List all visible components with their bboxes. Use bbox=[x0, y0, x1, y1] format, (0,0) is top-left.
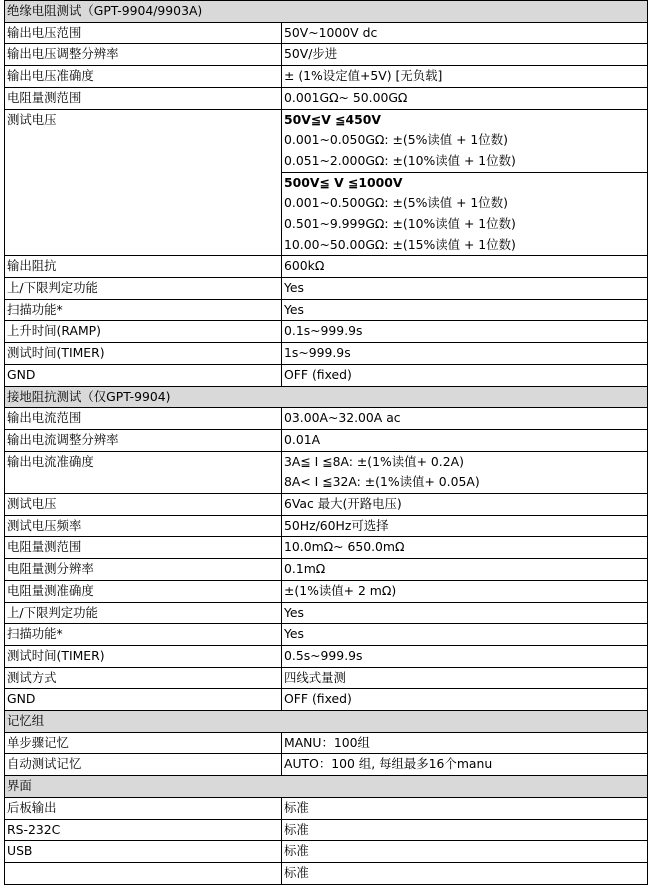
spec-value bbox=[282, 580, 648, 602]
spec-label: 输出阻抗 bbox=[5, 256, 282, 278]
spec-value-line: 600kΩ bbox=[284, 258, 325, 274]
spec-value-line: 50V/步进 bbox=[284, 46, 338, 62]
spec-label: 扫描功能* bbox=[5, 299, 282, 321]
spec-label: 测试时间(TIMER) bbox=[5, 645, 282, 667]
spec-value bbox=[282, 343, 648, 365]
section-title: 绝缘电阻测试（GPT-9904/9903A) bbox=[5, 1, 648, 23]
spec-label: 测试方式 bbox=[5, 667, 282, 689]
spec-value bbox=[282, 754, 648, 776]
section-header-row bbox=[5, 776, 648, 798]
spec-value bbox=[282, 689, 648, 711]
spec-label: 电阻量测范围 bbox=[5, 87, 282, 109]
spec-row bbox=[5, 429, 648, 451]
spec-value-line: 50Hz/60Hz可选择 bbox=[284, 517, 389, 533]
spec-value bbox=[282, 602, 648, 624]
spec-value bbox=[282, 841, 648, 863]
spec-value-line: ± (1%设定值+5V) [无负载] bbox=[284, 68, 443, 84]
spec-value-line: 10.0mΩ~ 650.0mΩ bbox=[284, 539, 405, 555]
spec-row bbox=[5, 494, 648, 516]
spec-row bbox=[5, 515, 648, 537]
spec-value-line: 0.01A bbox=[284, 431, 321, 447]
spec-label: 输出电流调整分辨率 bbox=[5, 429, 282, 451]
spec-row bbox=[5, 109, 648, 256]
spec-row bbox=[5, 819, 648, 841]
spec-value bbox=[282, 109, 648, 256]
spec-value bbox=[282, 87, 648, 109]
section-title: 接地阻抗测试（仅GPT-9904) bbox=[5, 386, 648, 408]
spec-value bbox=[282, 624, 648, 646]
spec-value-line: 3A≦ I ≦8A: ±(1%读值+ 0.2A) bbox=[284, 453, 464, 469]
spec-row bbox=[5, 645, 648, 667]
spec-value bbox=[282, 22, 648, 44]
spec-label: GND bbox=[5, 364, 282, 386]
spec-row bbox=[5, 87, 648, 109]
spec-label: 电阻量测范围 bbox=[5, 537, 282, 559]
spec-value-line: Yes bbox=[284, 280, 305, 296]
spec-row bbox=[5, 732, 648, 754]
spec-value bbox=[282, 645, 648, 667]
spec-label: 电阻量测分辨率 bbox=[5, 559, 282, 581]
spec-value-line: 0.5s~999.9s bbox=[284, 647, 363, 663]
spec-value-line: Yes bbox=[284, 626, 305, 642]
spec-value bbox=[282, 44, 648, 66]
spec-row bbox=[5, 754, 648, 776]
spec-label: 上/下限判定功能 bbox=[5, 602, 282, 624]
spec-row bbox=[5, 862, 648, 884]
spec-value-line: 0.001~0.500GΩ: ±(5%读值 + 1位数) bbox=[284, 195, 508, 211]
spec-label: 电阻量测准确度 bbox=[5, 580, 282, 602]
spec-value-line: 50V~1000V dc bbox=[284, 24, 378, 40]
spec-value-line: 0.501~9.999GΩ: ±(10%读值 + 1位数) bbox=[284, 215, 516, 231]
spec-value bbox=[282, 819, 648, 841]
spec-row bbox=[5, 559, 648, 581]
section-header-row bbox=[5, 711, 648, 733]
spec-value-line: MANU：100组 bbox=[284, 734, 370, 750]
spec-value-line: Yes bbox=[284, 604, 305, 620]
spec-label: GND bbox=[5, 689, 282, 711]
spec-label: 自动测试记忆 bbox=[5, 754, 282, 776]
spec-value bbox=[282, 797, 648, 819]
spec-value-line: 10.00~50.00GΩ: ±(15%读值 + 1位数) bbox=[284, 236, 516, 252]
spec-value-line: 0.1s~999.9s bbox=[284, 323, 363, 339]
spec-row bbox=[5, 624, 648, 646]
spec-row bbox=[5, 278, 648, 300]
spec-row bbox=[5, 343, 648, 365]
spec-value-line: 0.001~0.050GΩ: ±(5%读值 + 1位数) bbox=[284, 132, 508, 148]
spec-row bbox=[5, 667, 648, 689]
spec-label bbox=[5, 862, 282, 884]
spec-label: 单步骤记忆 bbox=[5, 732, 282, 754]
spec-value bbox=[282, 429, 648, 451]
spec-label: 输出电压范围 bbox=[5, 22, 282, 44]
spec-value bbox=[282, 278, 648, 300]
spec-label: USB bbox=[5, 841, 282, 863]
section-title: 记忆组 bbox=[5, 711, 648, 733]
spec-value bbox=[282, 66, 648, 88]
spec-row bbox=[5, 66, 648, 88]
spec-label: 上/下限判定功能 bbox=[5, 278, 282, 300]
spec-row bbox=[5, 321, 648, 343]
spec-value-line: AUTO：100 组, 每组最多16个manu bbox=[284, 756, 493, 772]
spec-label: RS-232C bbox=[5, 819, 282, 841]
spec-row bbox=[5, 364, 648, 386]
spec-value-line: 标准 bbox=[284, 799, 309, 815]
spec-row bbox=[5, 841, 648, 863]
spec-value bbox=[282, 256, 648, 278]
spec-row bbox=[5, 451, 648, 493]
spec-label: 扫描功能* bbox=[5, 624, 282, 646]
section-header-row bbox=[5, 386, 648, 408]
spec-value-line: 标准 bbox=[284, 821, 309, 837]
spec-value-line: OFF (fixed) bbox=[284, 366, 352, 382]
spec-value bbox=[282, 667, 648, 689]
spec-value-line: 8A< I ≦32A: ±(1%读值+ 0.05A) bbox=[284, 474, 480, 490]
spec-value bbox=[282, 537, 648, 559]
spec-label: 输出电流准确度 bbox=[5, 451, 282, 493]
spec-value-line: 1s~999.9s bbox=[284, 345, 351, 361]
spec-value bbox=[282, 862, 648, 884]
spec-value-line: 03.00A~32.00A ac bbox=[284, 410, 401, 426]
spec-value-line: 500V≦ V ≦1000V bbox=[282, 172, 647, 194]
spec-label: 输出电压调整分辨率 bbox=[5, 44, 282, 66]
spec-row bbox=[5, 44, 648, 66]
section-header-row bbox=[5, 1, 648, 23]
spec-value-line: 标准 bbox=[284, 843, 309, 859]
spec-value bbox=[282, 559, 648, 581]
spec-value-line: 0.1mΩ bbox=[284, 561, 326, 577]
spec-value bbox=[282, 732, 648, 754]
spec-row bbox=[5, 797, 648, 819]
spec-row bbox=[5, 22, 648, 44]
spec-value-line: 0.051~2.000GΩ: ±(10%读值 + 1位数) bbox=[284, 152, 516, 168]
spec-value-line: 标准 bbox=[284, 864, 309, 880]
spec-value bbox=[282, 364, 648, 386]
spec-value-line: Yes bbox=[284, 301, 305, 317]
spec-value-line: 0.001GΩ~ 50.00GΩ bbox=[284, 89, 408, 105]
spec-row bbox=[5, 602, 648, 624]
spec-row bbox=[5, 689, 648, 711]
spec-value-line: 50V≦V ≦450V bbox=[284, 111, 381, 127]
spec-value bbox=[282, 299, 648, 321]
spec-value bbox=[282, 494, 648, 516]
spec-value bbox=[282, 408, 648, 430]
spec-label: 测试电压频率 bbox=[5, 515, 282, 537]
spec-label: 测试时间(TIMER) bbox=[5, 343, 282, 365]
spec-value-line: 6Vac 最大(开路电压) bbox=[284, 496, 402, 512]
spec-label: 输出电压准确度 bbox=[5, 66, 282, 88]
spec-row bbox=[5, 408, 648, 430]
spec-table bbox=[4, 0, 648, 885]
spec-row bbox=[5, 299, 648, 321]
spec-table-body bbox=[5, 1, 648, 885]
spec-label: 测试电压 bbox=[5, 109, 282, 256]
spec-label: 后板输出 bbox=[5, 797, 282, 819]
spec-value-line: ±(1%读值+ 2 mΩ) bbox=[284, 582, 397, 598]
spec-value bbox=[282, 321, 648, 343]
spec-label: 输出电流范围 bbox=[5, 408, 282, 430]
spec-label: 测试电压 bbox=[5, 494, 282, 516]
spec-value bbox=[282, 451, 648, 493]
spec-row bbox=[5, 256, 648, 278]
spec-row bbox=[5, 537, 648, 559]
spec-row bbox=[5, 580, 648, 602]
spec-label: 上升时间(RAMP) bbox=[5, 321, 282, 343]
section-title: 界面 bbox=[5, 776, 648, 798]
spec-value-line: OFF (fixed) bbox=[284, 691, 352, 707]
spec-value-line: 四线式量测 bbox=[284, 669, 346, 685]
spec-value bbox=[282, 515, 648, 537]
